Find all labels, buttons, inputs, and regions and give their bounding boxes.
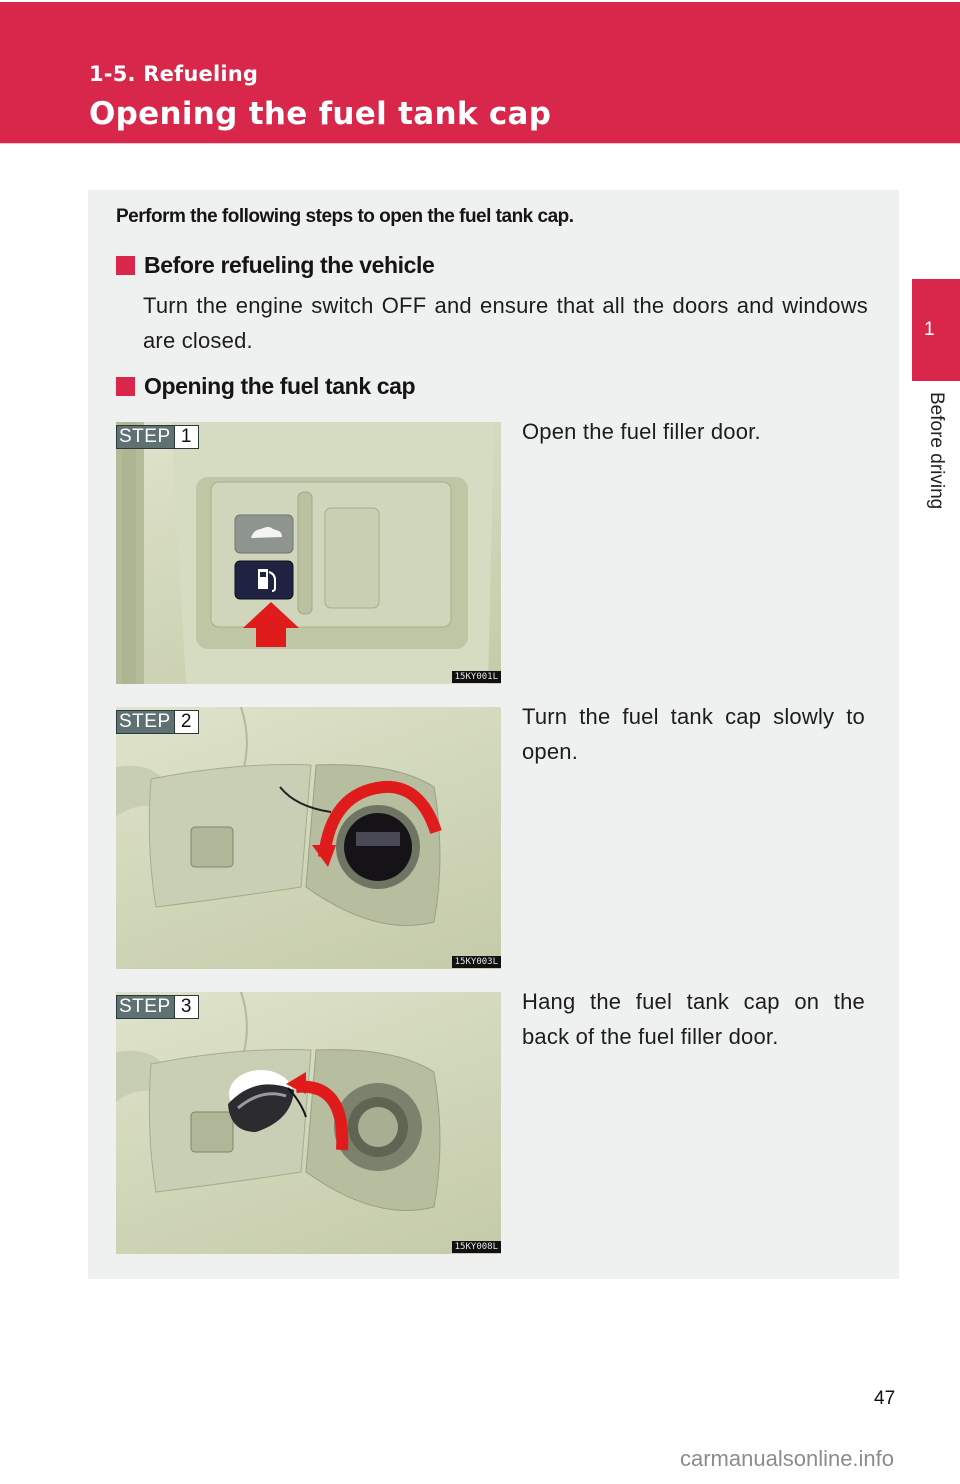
- page-title: Opening the fuel tank cap: [89, 96, 552, 132]
- step-badge: STEP 2: [116, 710, 199, 734]
- red-square-bullet-icon: [116, 377, 135, 396]
- section-heading-label: Before refueling the vehicle: [144, 252, 435, 278]
- illustration-code: 15KY008L: [452, 1241, 501, 1253]
- red-square-bullet-icon: [116, 256, 135, 275]
- section-body-text: Turn the engine switch OFF and ensure that all the doors and windows are closed.: [143, 293, 868, 353]
- illustration-code: 15KY003L: [452, 956, 501, 968]
- chapter-label: Before driving: [926, 392, 947, 510]
- step-badge: STEP 1: [116, 425, 199, 449]
- section-label: 1-5. Refueling: [89, 62, 259, 86]
- fuel-cap-hang-illustration: [116, 992, 501, 1254]
- step-1-illustration: [116, 422, 501, 684]
- step-badge: STEP 3: [116, 995, 199, 1019]
- page-number: 47: [874, 1388, 896, 1409]
- chapter-number: 1: [924, 319, 935, 340]
- fuel-door-switch-illustration: [116, 422, 501, 684]
- fuel-cap-turn-illustration: [116, 707, 501, 969]
- section-heading-label: Opening the fuel tank cap: [144, 373, 416, 399]
- section-heading-opening-cap: [116, 373, 415, 400]
- step-3-illustration: [116, 992, 501, 1254]
- watermark-text[interactable]: carmanualsonline.info: [680, 1446, 895, 1471]
- header-divider: [0, 143, 960, 144]
- chapter-tab[interactable]: [912, 279, 960, 381]
- step-2-text: Turn the fuel tank cap slowly to open.: [522, 704, 865, 764]
- intro-text: Perform the following steps to open the fuel tank cap.: [116, 206, 574, 227]
- step-3-text: Hang the fuel tank cap on the back of the fuel filler door.: [522, 989, 865, 1049]
- illustration-code: 15KY001L: [452, 671, 501, 683]
- page-header: [0, 2, 960, 143]
- section-heading-before-refueling: [116, 252, 434, 279]
- step-1-text: Open the fuel filler door.: [522, 419, 761, 444]
- step-2-illustration: [116, 707, 501, 969]
